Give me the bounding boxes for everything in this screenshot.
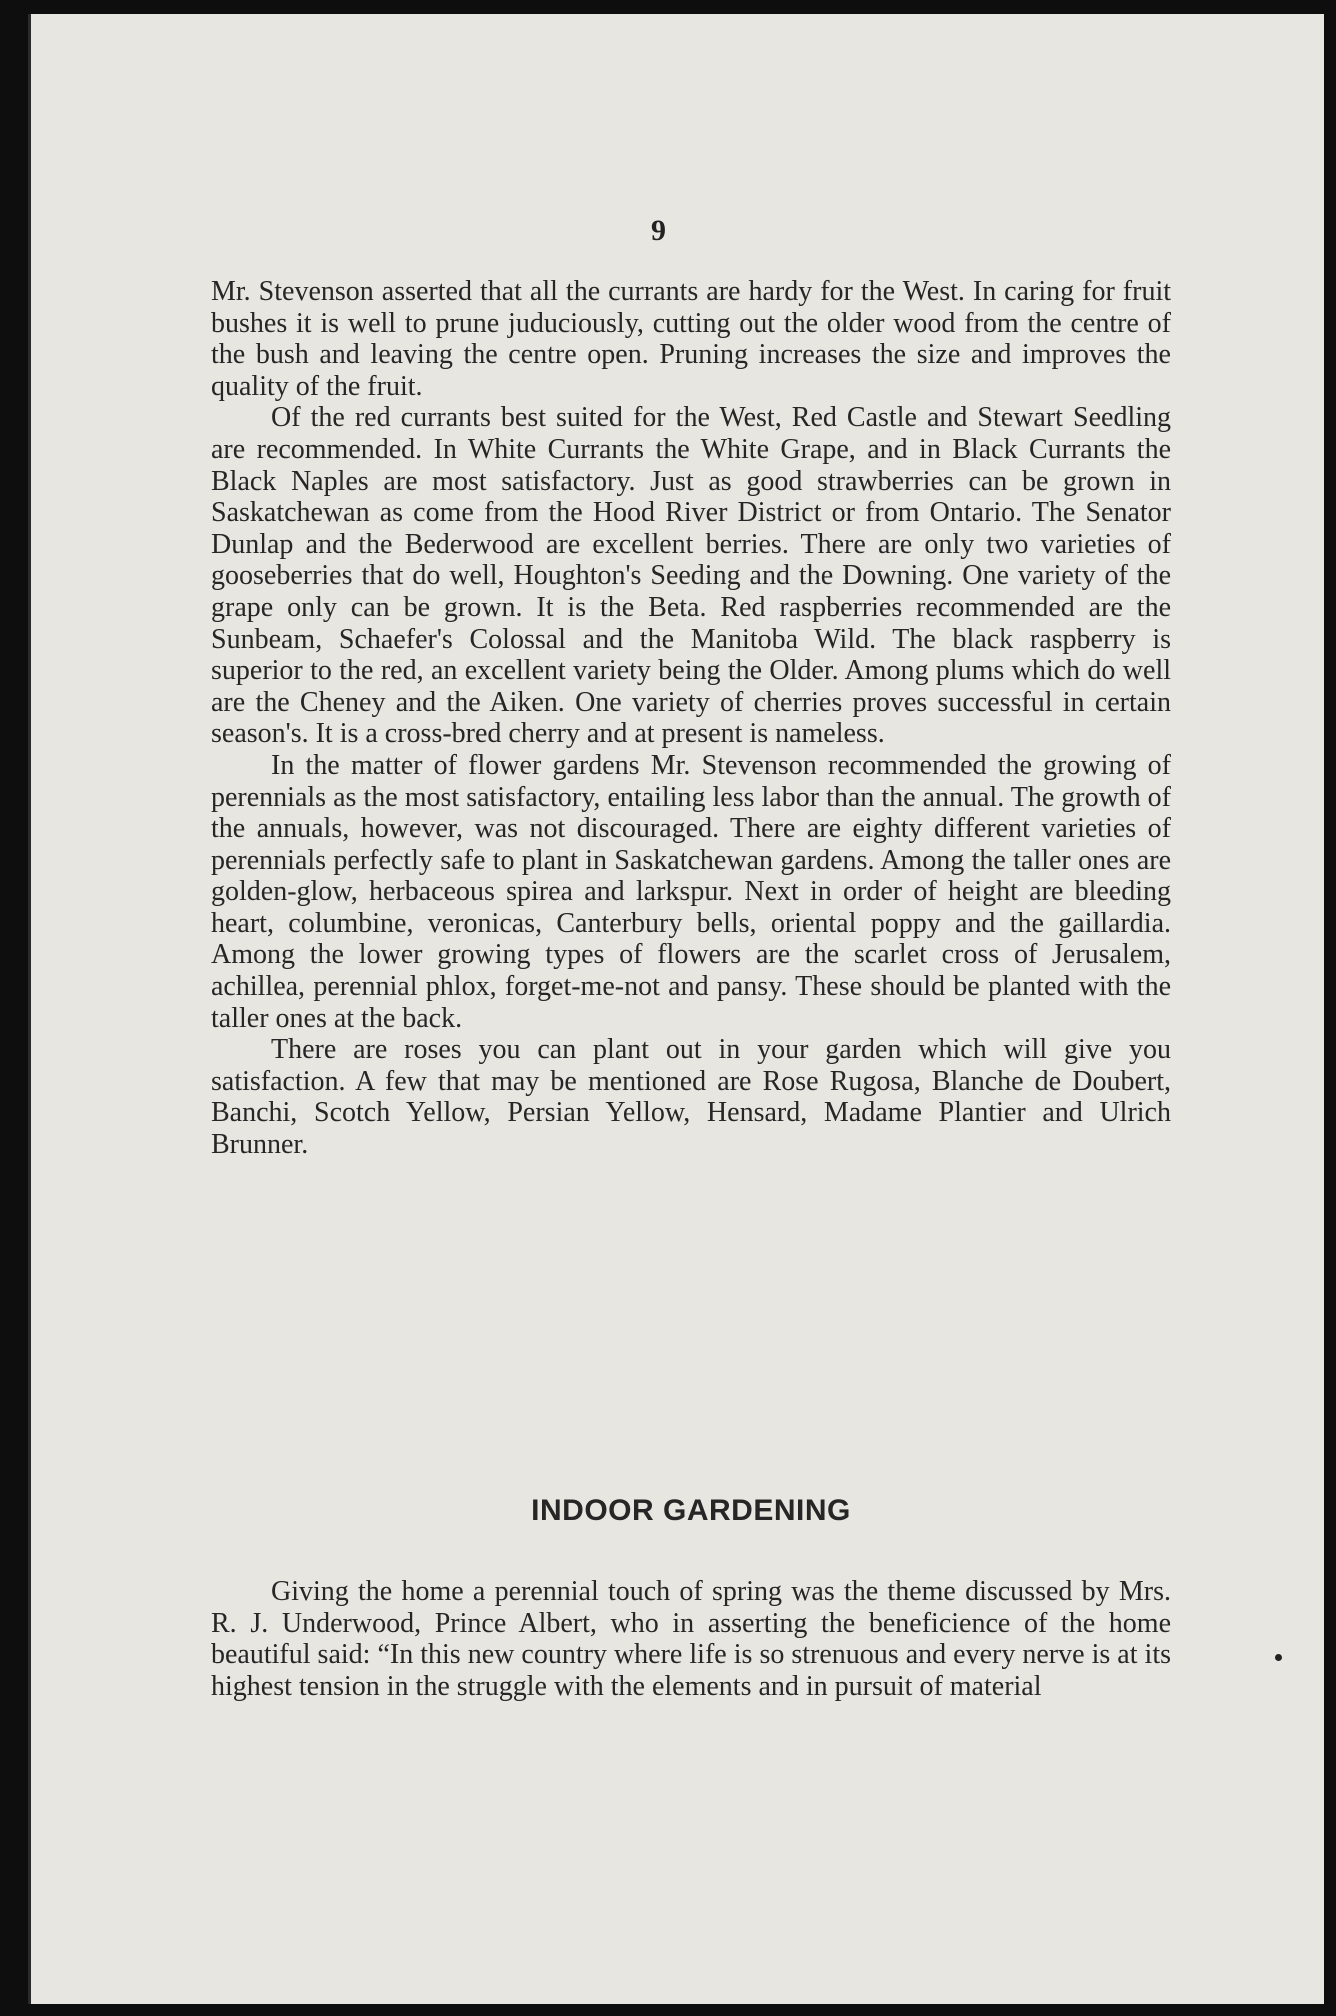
paragraph-roses: There are roses you can plant out in your garden which will give you satisfaction. A few that may be mentioned are Rose Rugosa, Blanche de Doubert, Banchi, Scotch Yellow, Persian Yellow, Hensard, Madame Plantier and Ulrich Brunner.	[211, 1034, 1171, 1161]
paragraph-fruit-varieties: Of the red currants best suited for the West, Red Castle and Stewart Seedling are recommended. In White Currants the White Grape, and in Black Currants the Black Naples are most satisfactory. Just as good strawberries can be grown in Saskatchewan as come from the Hood River District or from Ontario. The Senator Dunlap and the Bederwood are excellent berries. There are only two varieties of gooseberries that do well, Houghton's Seeding and the Downing. One variety of the grape only can be grown. It is the Beta. Red raspberries recommended are the Sunbeam, Schaefer's Colossal and the Manitoba Wild. The black raspberry is superior to the red, an excellent variety being the Older. Among plums which do well are the Cheney and the Aiken. One variety of cherries proves successful in certain season's. It is a cross-bred cherry and at present is nameless.	[211, 402, 1171, 750]
document-page	[28, 14, 1324, 2004]
section-body-text	[211, 1576, 1171, 1702]
body-text	[211, 276, 1171, 1161]
paragraph-currants-pruning: Mr. Stevenson asserted that all the currants are hardy for the West. In caring for fruit bushes it is well to prune juduciously, cutting out the older wood from the centre of the bush and leaving the centre open. Pruning increases the size and improves the quality of the fruit.	[211, 276, 1171, 402]
paragraph-flower-gardens: In the matter of flower gardens Mr. Stevenson recommended the growing of perennials as the most satisfactory, entailing less labor than the annual. The growth of the annuals, however, was not discouraged. There are eighty different varieties of perennials perfectly safe to plant in Saskatchewan gardens. Among the taller ones are golden-glow, herbaceous spirea and larkspur. Next in order of height are bleeding heart, columbine, veronicas, Canterbury bells, oriental poppy and the gaillardia. Among the lower growing types of flowers are the scarlet cross of Jerusalem, achillea, perennial phlox, forget-me-not and pansy. These should be planted with the taller ones at the back.	[211, 749, 1171, 1034]
section-heading: INDOOR GARDENING	[531, 1494, 851, 1527]
paragraph-indoor-gardening: Giving the home a perennial touch of spring was the theme discussed by Mrs. R. J. Underwood, Prince Albert, who in asserting the beneficience of the home beautiful said: “In this new country where life is so strenuous and every nerve is at its highest tension in the struggle with the elements and in pursuit of material	[211, 1576, 1171, 1702]
page-number: 9	[651, 214, 666, 247]
ink-speck	[1275, 1654, 1282, 1661]
